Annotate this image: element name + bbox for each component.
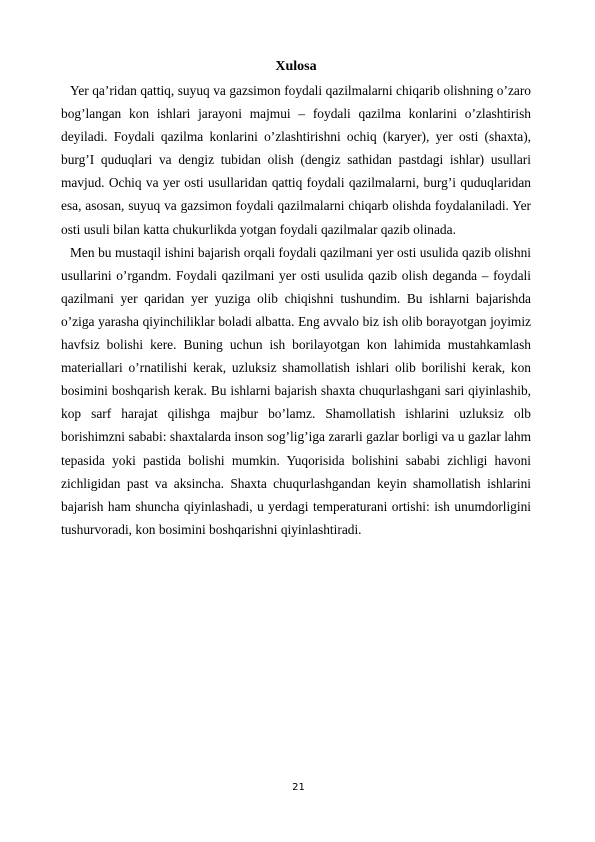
- section-title: Xulosa: [275, 59, 317, 74]
- page-number: 21: [292, 782, 305, 793]
- paragraph-intro: Yer qa’ridan qattiq, suyuq va gazsimon foydali qazilmalarni chiqarib olishning o’zaro bog’langan kon ishlari jarayoni majmui – foydali qazilma konlarini o’zlashtirish deyiladi. Foydali qazilma konlarini o’zlashtirishni ochiq (karyer), yer osti (shaxta), burg’I quduqlari va dengiz tubidan olish (dengiz sathidan pastdagi ishlar) usullari mavjud. Ochiq va yer osti usullaridan qattiq foydali qazilmalarni, burg’i quduqlaridan esa, asosan, suyuq va gazsimon foydali qazilmalarni chiqarb olishda foydalaniladi. Yer osti usuli bilan katta chukurlikda yotgan foydali qazilmalar qazib olinada.: [61, 83, 531, 237]
- paragraph-personal-study: Men bu mustaqil ishini bajarish orqali foydali qazilmani yer osti usulida qazib olishni usullarini o’rgandm. Foydali qazilmani yer osti usulida qazib olish deganda – foydali qazilmani yer qaridan yer yuziga olib chiqishni tushundim. Bu ishlarni bajarishda o’ziga yarasha qiyinchiliklar boladi albatta. Eng avvalo biz ish olib borayotgan joyimiz havfsiz bolishi kere. Buning uchun ish borilayotgan kon lahimida mustahkamlash materiallari o’rnatilishi kerak, uzluksiz shamollatish ishlari olib borilishi kerak, kon bosimini boshqarish kerak. Bu ishlarni bajarish shaxta chuqurlashgani sari qiyinlashib, kop sarf harajat qilishga majbur bo’lamz. Shamollatish ishlarini uzluksiz olb borishimzni sababi: shaxtalarda inson sog’lig’iga zararli gazlar borligi va u gazlar lahm tepasida yoki pastida bolishi mumkin. Yuqorisida bolishini sababi zichligi havoni zichligidan past va aksincha. Shaxta chuqurlashgandan keyin shamollatish ishlarini bajarish ham shuncha qiyinlashadi, u yerdagi temperaturani ortishi: ish unumdorligini tushurvoradi, kon bosimini boshqarishni qiyinlashtiradi.: [61, 244, 531, 537]
- document-body: [61, 57, 531, 541]
